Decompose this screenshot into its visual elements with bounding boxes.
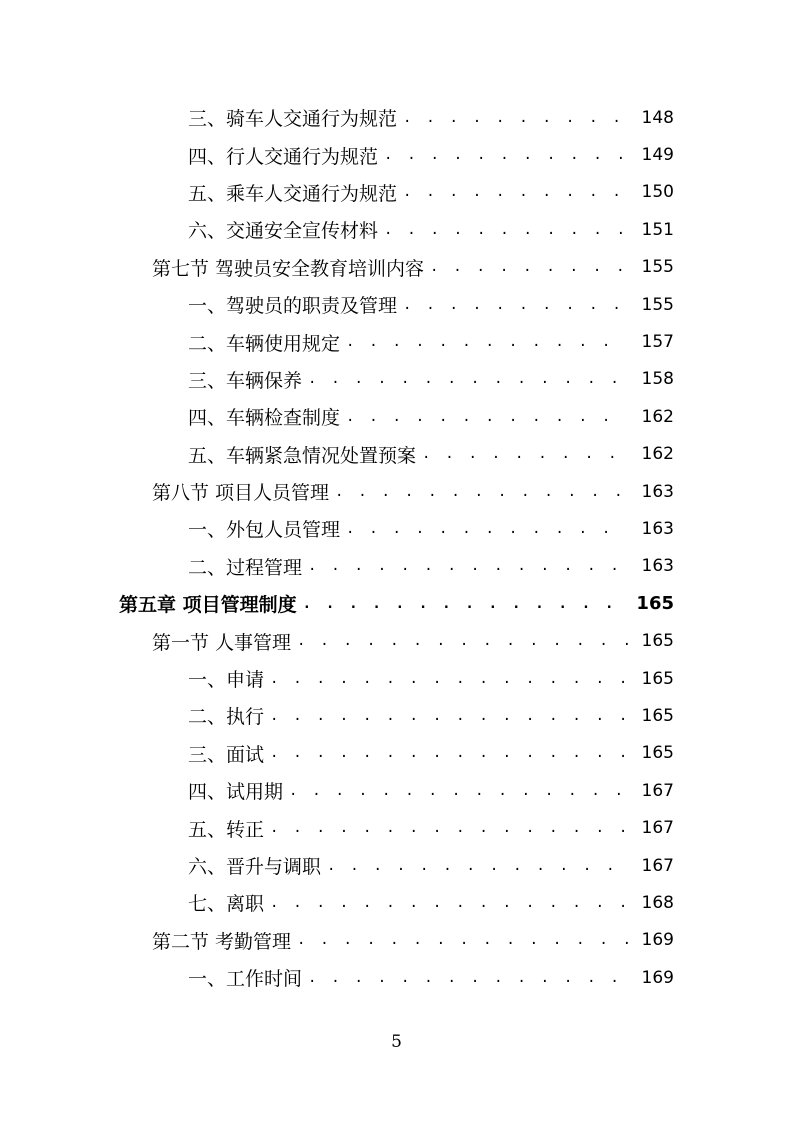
toc-entry-title: 第一节 人事管理 (152, 631, 292, 654)
toc-entry[interactable] (0, 249, 793, 286)
toc-entry-title: 五、转正 (188, 818, 265, 841)
toc-entry[interactable] (0, 436, 793, 473)
dot-leader (384, 223, 628, 237)
toc-entry[interactable] (0, 922, 793, 959)
toc-entry-title: 四、行人交通行为规范 (188, 145, 379, 168)
toc-entry-page: 155 (641, 294, 674, 315)
toc-entry-title: 第二节 考勤管理 (152, 930, 292, 953)
toc-entry-title: 六、交通安全宣传材料 (188, 220, 379, 243)
toc-entry[interactable] (0, 959, 793, 996)
toc-entry-title: 三、骑车人交通行为规范 (188, 108, 398, 131)
toc-entry-title: 二、车辆使用规定 (188, 332, 341, 355)
toc-entry[interactable] (0, 286, 793, 323)
toc-entry-title: 第七节 驾驶员安全教育培训内容 (152, 257, 425, 280)
dot-leader (403, 298, 628, 312)
dot-leader (327, 859, 628, 873)
dot-leader (308, 559, 628, 573)
toc-entry[interactable] (0, 548, 793, 585)
dot-leader (270, 821, 628, 835)
toc-entry-title: 一、驾驶员的职责及管理 (188, 295, 398, 318)
toc-entry-title: 七、离职 (188, 893, 265, 916)
dot-leader (270, 746, 628, 760)
toc-entry[interactable] (0, 99, 793, 136)
dot-leader (403, 185, 628, 199)
toc-entry[interactable] (0, 398, 793, 435)
toc-entry-page: 165 (641, 743, 674, 764)
table-of-contents (0, 99, 793, 996)
toc-entry[interactable] (0, 847, 793, 884)
toc-entry-title: 五、乘车人交通行为规范 (188, 182, 398, 205)
toc-entry-title: 一、申请 (188, 669, 265, 692)
toc-entry-page: 167 (641, 818, 674, 839)
toc-entry[interactable] (0, 809, 793, 846)
toc-entry-title: 四、车辆检查制度 (188, 407, 341, 430)
toc-entry-page: 157 (641, 332, 674, 353)
toc-entry-page: 168 (641, 892, 674, 913)
toc-entry[interactable] (0, 772, 793, 809)
toc-entry-page: 148 (641, 107, 674, 128)
toc-entry-page: 155 (641, 257, 674, 278)
dot-leader (346, 522, 628, 536)
toc-entry-page: 151 (641, 219, 674, 240)
toc-entry[interactable] (0, 622, 793, 659)
toc-entry[interactable] (0, 136, 793, 173)
toc-entry-title: 第八节 项目人员管理 (152, 482, 330, 505)
toc-entry[interactable] (0, 473, 793, 510)
toc-entry-page: 165 (641, 631, 674, 652)
dot-leader (308, 971, 628, 985)
toc-entry-page: 169 (641, 967, 674, 988)
dot-leader (270, 896, 628, 910)
dot-leader (346, 410, 628, 424)
toc-entry-title: 五、车辆紧急情况处置预案 (188, 444, 417, 467)
toc-entry[interactable] (0, 323, 793, 360)
dot-leader (289, 784, 628, 798)
toc-entry-title: 二、执行 (188, 706, 265, 729)
toc-entry-title: 三、面试 (188, 743, 265, 766)
toc-entry-page: 165 (641, 705, 674, 726)
toc-entry-title: 三、车辆保养 (188, 369, 303, 392)
toc-entry-page: 163 (641, 481, 674, 502)
toc-entry[interactable] (0, 211, 793, 248)
toc-entry[interactable] (0, 697, 793, 734)
toc-entry-title: 一、外包人员管理 (188, 519, 341, 542)
toc-entry-page: 158 (641, 369, 674, 390)
toc-entry-page: 162 (641, 444, 674, 465)
dot-leader (430, 260, 628, 274)
dot-leader (303, 597, 628, 611)
toc-entry[interactable] (0, 510, 793, 547)
toc-entry-page: 167 (641, 855, 674, 876)
dot-leader (335, 485, 628, 499)
dot-leader (270, 672, 628, 686)
page-number: 5 (391, 1032, 402, 1052)
toc-entry-page: 150 (641, 182, 674, 203)
toc-entry-page: 167 (641, 780, 674, 801)
toc-entry[interactable] (0, 585, 793, 622)
toc-entry-page: 163 (641, 556, 674, 577)
toc-entry-page: 163 (641, 518, 674, 539)
dot-leader (403, 111, 628, 125)
toc-entry-page: 169 (641, 930, 674, 951)
toc-entry-page: 162 (641, 406, 674, 427)
dot-leader (308, 372, 628, 386)
toc-entry-page: 165 (641, 668, 674, 689)
toc-entry-page: 165 (636, 593, 674, 615)
toc-entry[interactable] (0, 174, 793, 211)
toc-entry-title: 第五章 项目管理制度 (119, 594, 297, 617)
toc-entry-title: 一、工作时间 (188, 968, 303, 991)
toc-entry[interactable] (0, 884, 793, 921)
dot-leader (346, 335, 628, 349)
dot-leader (297, 634, 628, 648)
dot-leader (384, 148, 628, 162)
dot-leader (297, 933, 628, 947)
toc-entry-title: 二、过程管理 (188, 556, 303, 579)
toc-entry-page: 149 (641, 145, 674, 166)
toc-entry[interactable] (0, 660, 793, 697)
toc-entry[interactable] (0, 735, 793, 772)
dot-leader (270, 709, 628, 723)
toc-entry[interactable] (0, 361, 793, 398)
dot-leader (422, 447, 628, 461)
toc-entry-title: 六、晋升与调职 (188, 856, 322, 878)
toc-entry-title: 四、试用期 (188, 781, 284, 804)
